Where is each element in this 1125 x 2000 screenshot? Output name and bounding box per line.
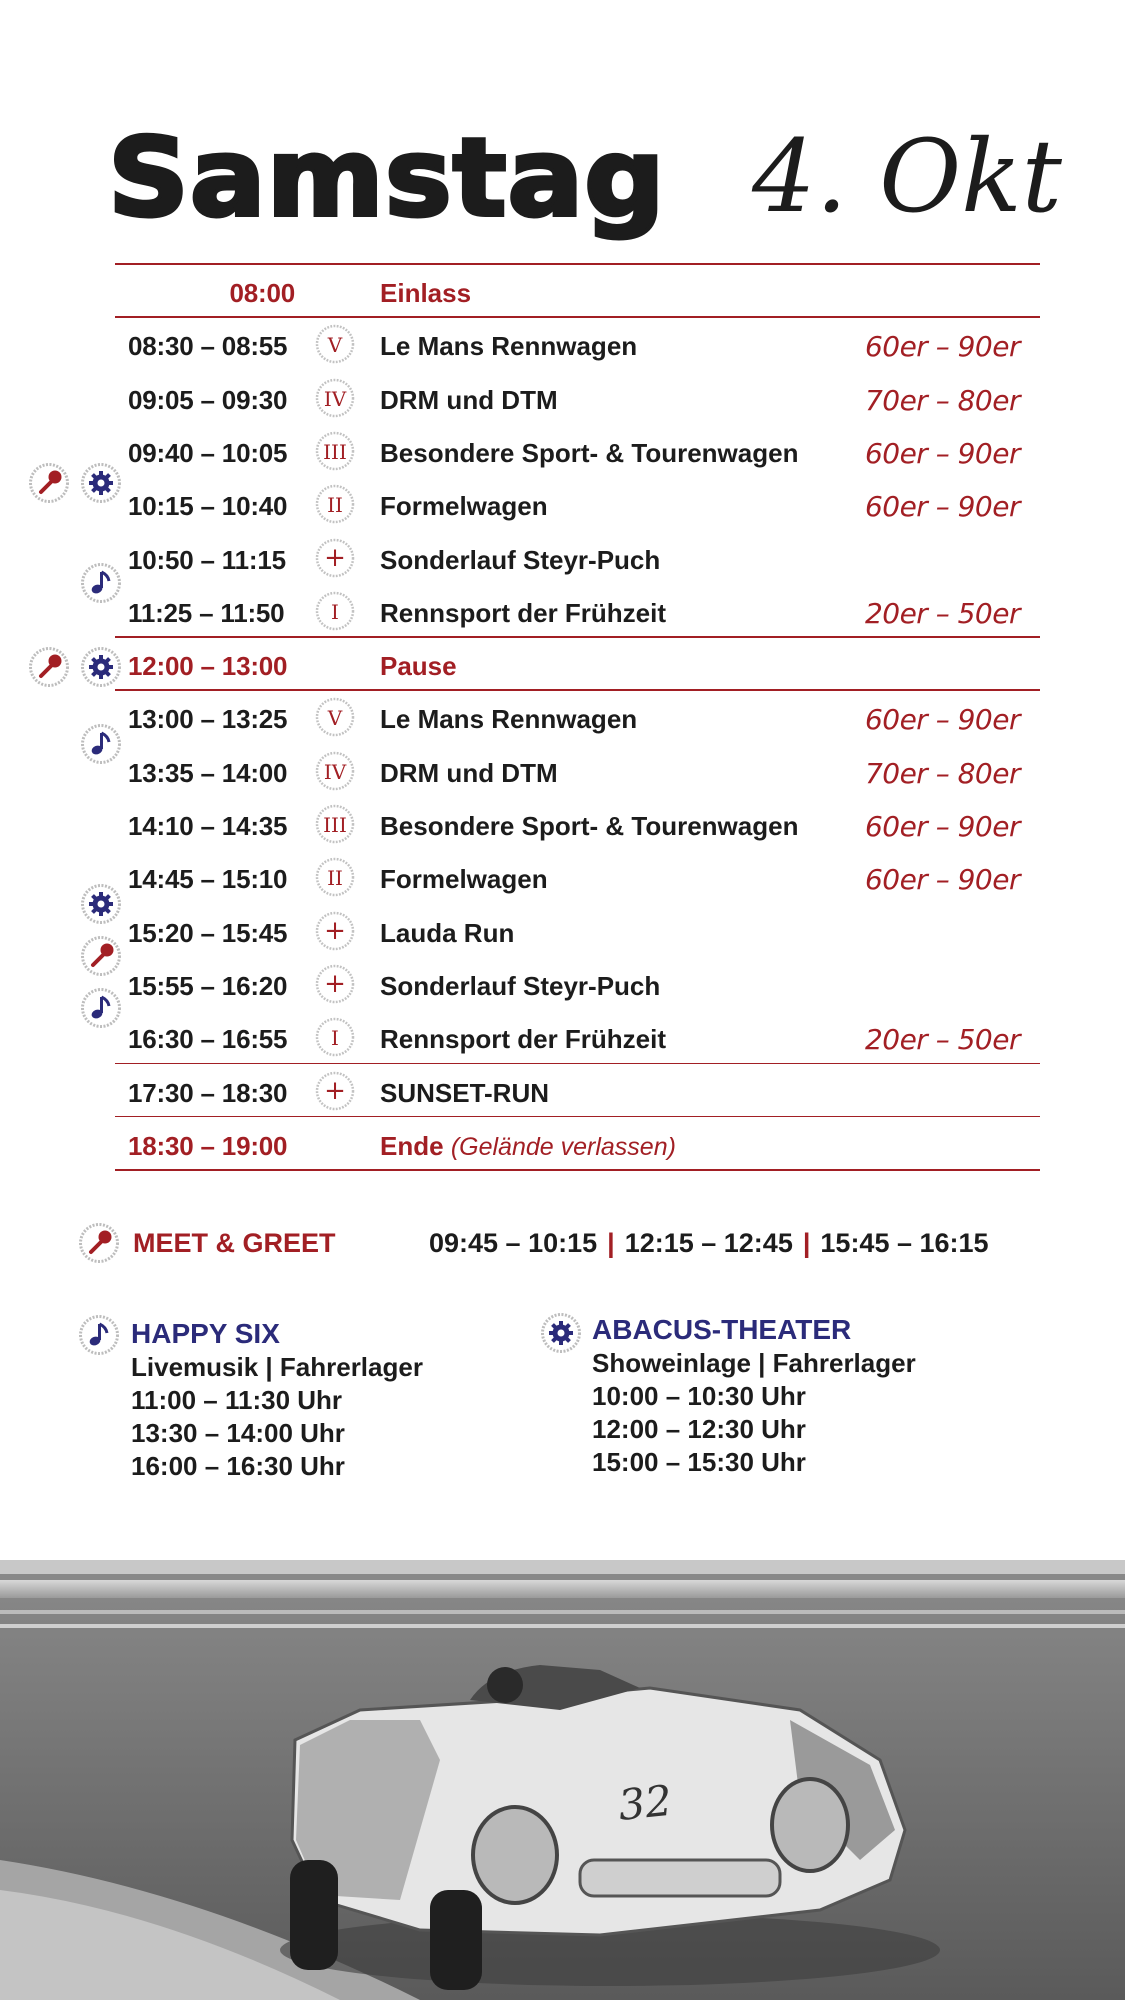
schedule-row (0, 264, 1125, 317)
class-numeral: IV (323, 759, 347, 784)
row-time: 13:00 – 13:25 (128, 704, 288, 735)
divider (115, 1116, 1040, 1118)
row-event-name (380, 864, 548, 895)
class-numeral: + (324, 1075, 346, 1106)
event-title: Le Mans Rennwagen (380, 331, 638, 362)
schedule-row (0, 1010, 1125, 1063)
row-event-name (380, 1024, 666, 1055)
music-note-icon (80, 723, 122, 765)
event-title: Besondere Sport- & Tourenwagen (380, 811, 799, 841)
schedule-row (0, 371, 1125, 424)
event-title: Formelwagen (380, 864, 548, 895)
class-numeral: II (327, 866, 343, 891)
row-time: 12:00 – 13:00 (128, 651, 288, 682)
divider (115, 316, 1040, 318)
row-event-name (380, 278, 471, 309)
meet-greet-slot: 12:15 – 12:45 (624, 1228, 793, 1258)
row-time: 11:25 – 11:50 (128, 597, 285, 628)
row-era: 60er – 90er (864, 490, 1020, 524)
event-title: Pause (380, 651, 457, 682)
row-event-name (380, 438, 798, 469)
class-badge (314, 803, 356, 845)
abacus-time: 12:00 – 12:30 Uhr (592, 1414, 806, 1444)
abacus-theater-block (540, 1310, 960, 1480)
page-title (0, 100, 1125, 240)
class-numeral: I (331, 1026, 339, 1051)
separator: | (607, 1228, 615, 1258)
row-event-name (380, 598, 666, 629)
row-event-name (380, 651, 457, 682)
row-time: 14:10 – 14:35 (128, 811, 288, 841)
race-car-illustration (0, 1560, 1125, 2000)
happy-six-title: HAPPY SIX (131, 1318, 280, 1349)
row-era: 60er – 90er (864, 436, 1020, 470)
event-title: DRM und DTM (380, 757, 558, 788)
schedule-row (0, 690, 1125, 743)
row-event-name (380, 918, 514, 949)
title-day: Samstag (108, 116, 666, 241)
title-date: 4. Okt (752, 118, 1062, 235)
gear-icon (80, 883, 122, 925)
event-title: Sonderlauf Steyr-Puch (380, 970, 661, 1001)
schedule-row (0, 637, 1125, 690)
class-numeral: III (323, 813, 347, 837)
meet-greet-label: MEET & GREET (133, 1228, 336, 1258)
row-era: 70er – 80er (864, 383, 1020, 417)
row-era: 20er – 50er (864, 596, 1020, 630)
row-era: 60er – 90er (864, 330, 1020, 364)
schedule-row (0, 1117, 1125, 1170)
class-badge (314, 323, 356, 365)
schedule-row (0, 797, 1125, 850)
meet-greet-slot: 09:45 – 10:15 (429, 1228, 598, 1258)
class-badge (314, 430, 356, 472)
schedule-row (0, 531, 1125, 584)
meet-greet-times (429, 1228, 989, 1259)
row-event-name (380, 545, 660, 576)
separator: | (802, 1228, 811, 1258)
event-title: DRM und DTM (380, 384, 558, 415)
event-title: Ende (380, 1130, 444, 1161)
class-numeral: + (324, 542, 346, 573)
event-note: (Gelände verlassen) (450, 1132, 676, 1161)
class-numeral: V (327, 333, 343, 358)
meet-and-greet (78, 1220, 1078, 1268)
row-era: 70er – 80er (864, 756, 1020, 790)
row-time: 10:50 – 11:15 (128, 544, 286, 575)
class-badge (314, 1016, 356, 1058)
schedule-row (0, 957, 1125, 1010)
row-event-name (380, 1131, 676, 1162)
class-badge (314, 483, 356, 525)
schedule-row (0, 584, 1125, 637)
row-time: 09:40 – 10:05 (128, 437, 288, 468)
row-event-name (380, 758, 558, 789)
schedule-row (0, 1064, 1125, 1117)
class-badge (314, 537, 356, 579)
divider (115, 636, 1040, 638)
microphone-icon (78, 1222, 120, 1264)
schedule-row (0, 744, 1125, 797)
class-numeral: IV (323, 386, 347, 411)
class-numeral: II (327, 493, 343, 518)
row-time: 18:30 – 19:00 (128, 1130, 288, 1161)
row-time: 10:15 – 10:40 (128, 491, 288, 522)
class-numeral: + (324, 968, 346, 999)
row-time: 09:05 – 09:30 (128, 384, 288, 415)
abacus-subtitle: Showeinlage | Fahrerlager (592, 1348, 916, 1378)
event-title: Besondere Sport- & Tourenwagen (380, 437, 799, 468)
happy-six-time: 13:30 – 14:00 Uhr (131, 1418, 345, 1448)
microphone-icon (80, 935, 122, 977)
happy-six-block (78, 1314, 498, 1484)
event-title: Einlass (380, 278, 472, 308)
class-badge (314, 750, 356, 792)
happy-six-time: 16:00 – 16:30 Uhr (131, 1451, 345, 1481)
class-badge (314, 590, 356, 632)
meet-greet-slot: 15:45 – 16:15 (820, 1228, 989, 1258)
happy-six-time: 11:00 – 11:30 Uhr (131, 1385, 343, 1415)
abacus-time: 10:00 – 10:30 Uhr (592, 1381, 806, 1411)
race-car-photo (0, 1560, 1125, 2000)
class-badge (314, 696, 356, 738)
class-badge (314, 963, 356, 1005)
event-title: Rennsport der Frühzeit (380, 597, 667, 628)
row-era: 20er – 50er (864, 1023, 1020, 1057)
schedule-row (0, 424, 1125, 477)
music-note-icon (80, 987, 122, 1029)
schedule-row (0, 850, 1125, 903)
event-title: SUNSET-RUN (380, 1077, 550, 1108)
class-badge (314, 856, 356, 898)
class-numeral: + (324, 915, 346, 946)
class-numeral: III (323, 439, 347, 464)
class-badge (314, 377, 356, 419)
divider (115, 1169, 1040, 1171)
row-time: 13:35 – 14:00 (128, 757, 288, 788)
music-note-icon (80, 562, 122, 604)
guard-rail (0, 1580, 1125, 1598)
divider (115, 263, 1040, 265)
event-title: Formelwagen (380, 491, 548, 522)
class-badge (314, 1070, 356, 1112)
divider (115, 689, 1040, 691)
class-numeral: I (331, 599, 339, 624)
schedule-row (0, 477, 1125, 530)
row-event-name (380, 811, 798, 842)
row-time: 16:30 – 16:55 (128, 1024, 288, 1055)
happy-six-subtitle: Livemusik | Fahrerlager (131, 1352, 423, 1382)
background-barrier (0, 1560, 1125, 1574)
row-era: 60er – 90er (864, 703, 1020, 737)
row-event-name (380, 331, 637, 362)
event-title: Rennsport der Frühzeit (380, 1024, 667, 1055)
microphone-icon (28, 462, 70, 504)
schedule-row (0, 317, 1125, 370)
row-event-name (380, 971, 660, 1002)
track-line (0, 1624, 1125, 1628)
schedule-row (0, 904, 1125, 957)
row-time: 08:00 (229, 278, 295, 308)
track-line (0, 1610, 1125, 1614)
row-time: 15:55 – 16:20 (128, 970, 288, 1001)
row-era: 60er – 90er (864, 810, 1020, 843)
gear-icon (80, 646, 122, 688)
car-number: 32 (615, 1775, 675, 1830)
class-numeral: V (327, 706, 343, 731)
gear-icon (80, 462, 122, 504)
row-event-name (380, 1078, 549, 1109)
row-time: 14:45 – 15:10 (128, 864, 288, 895)
row-event-name (380, 385, 558, 416)
row-time: 08:30 – 08:55 (128, 331, 288, 362)
class-badge (314, 910, 356, 952)
row-event-name (380, 491, 548, 522)
row-time: 15:20 – 15:45 (128, 917, 288, 948)
music-note-icon (78, 1314, 120, 1356)
event-title: Le Mans Rennwagen (380, 704, 638, 735)
gear-icon (540, 1312, 582, 1354)
row-event-name (380, 704, 637, 735)
event-title: Sonderlauf Steyr-Puch (380, 544, 661, 575)
abacus-time: 15:00 – 15:30 Uhr (592, 1447, 806, 1477)
microphone-icon (28, 646, 70, 688)
row-time: 17:30 – 18:30 (128, 1077, 288, 1108)
event-title: Lauda Run (380, 917, 515, 948)
divider (115, 1063, 1040, 1065)
abacus-title: ABACUS-THEATER (592, 1314, 852, 1345)
row-era: 60er – 90er (864, 863, 1020, 897)
